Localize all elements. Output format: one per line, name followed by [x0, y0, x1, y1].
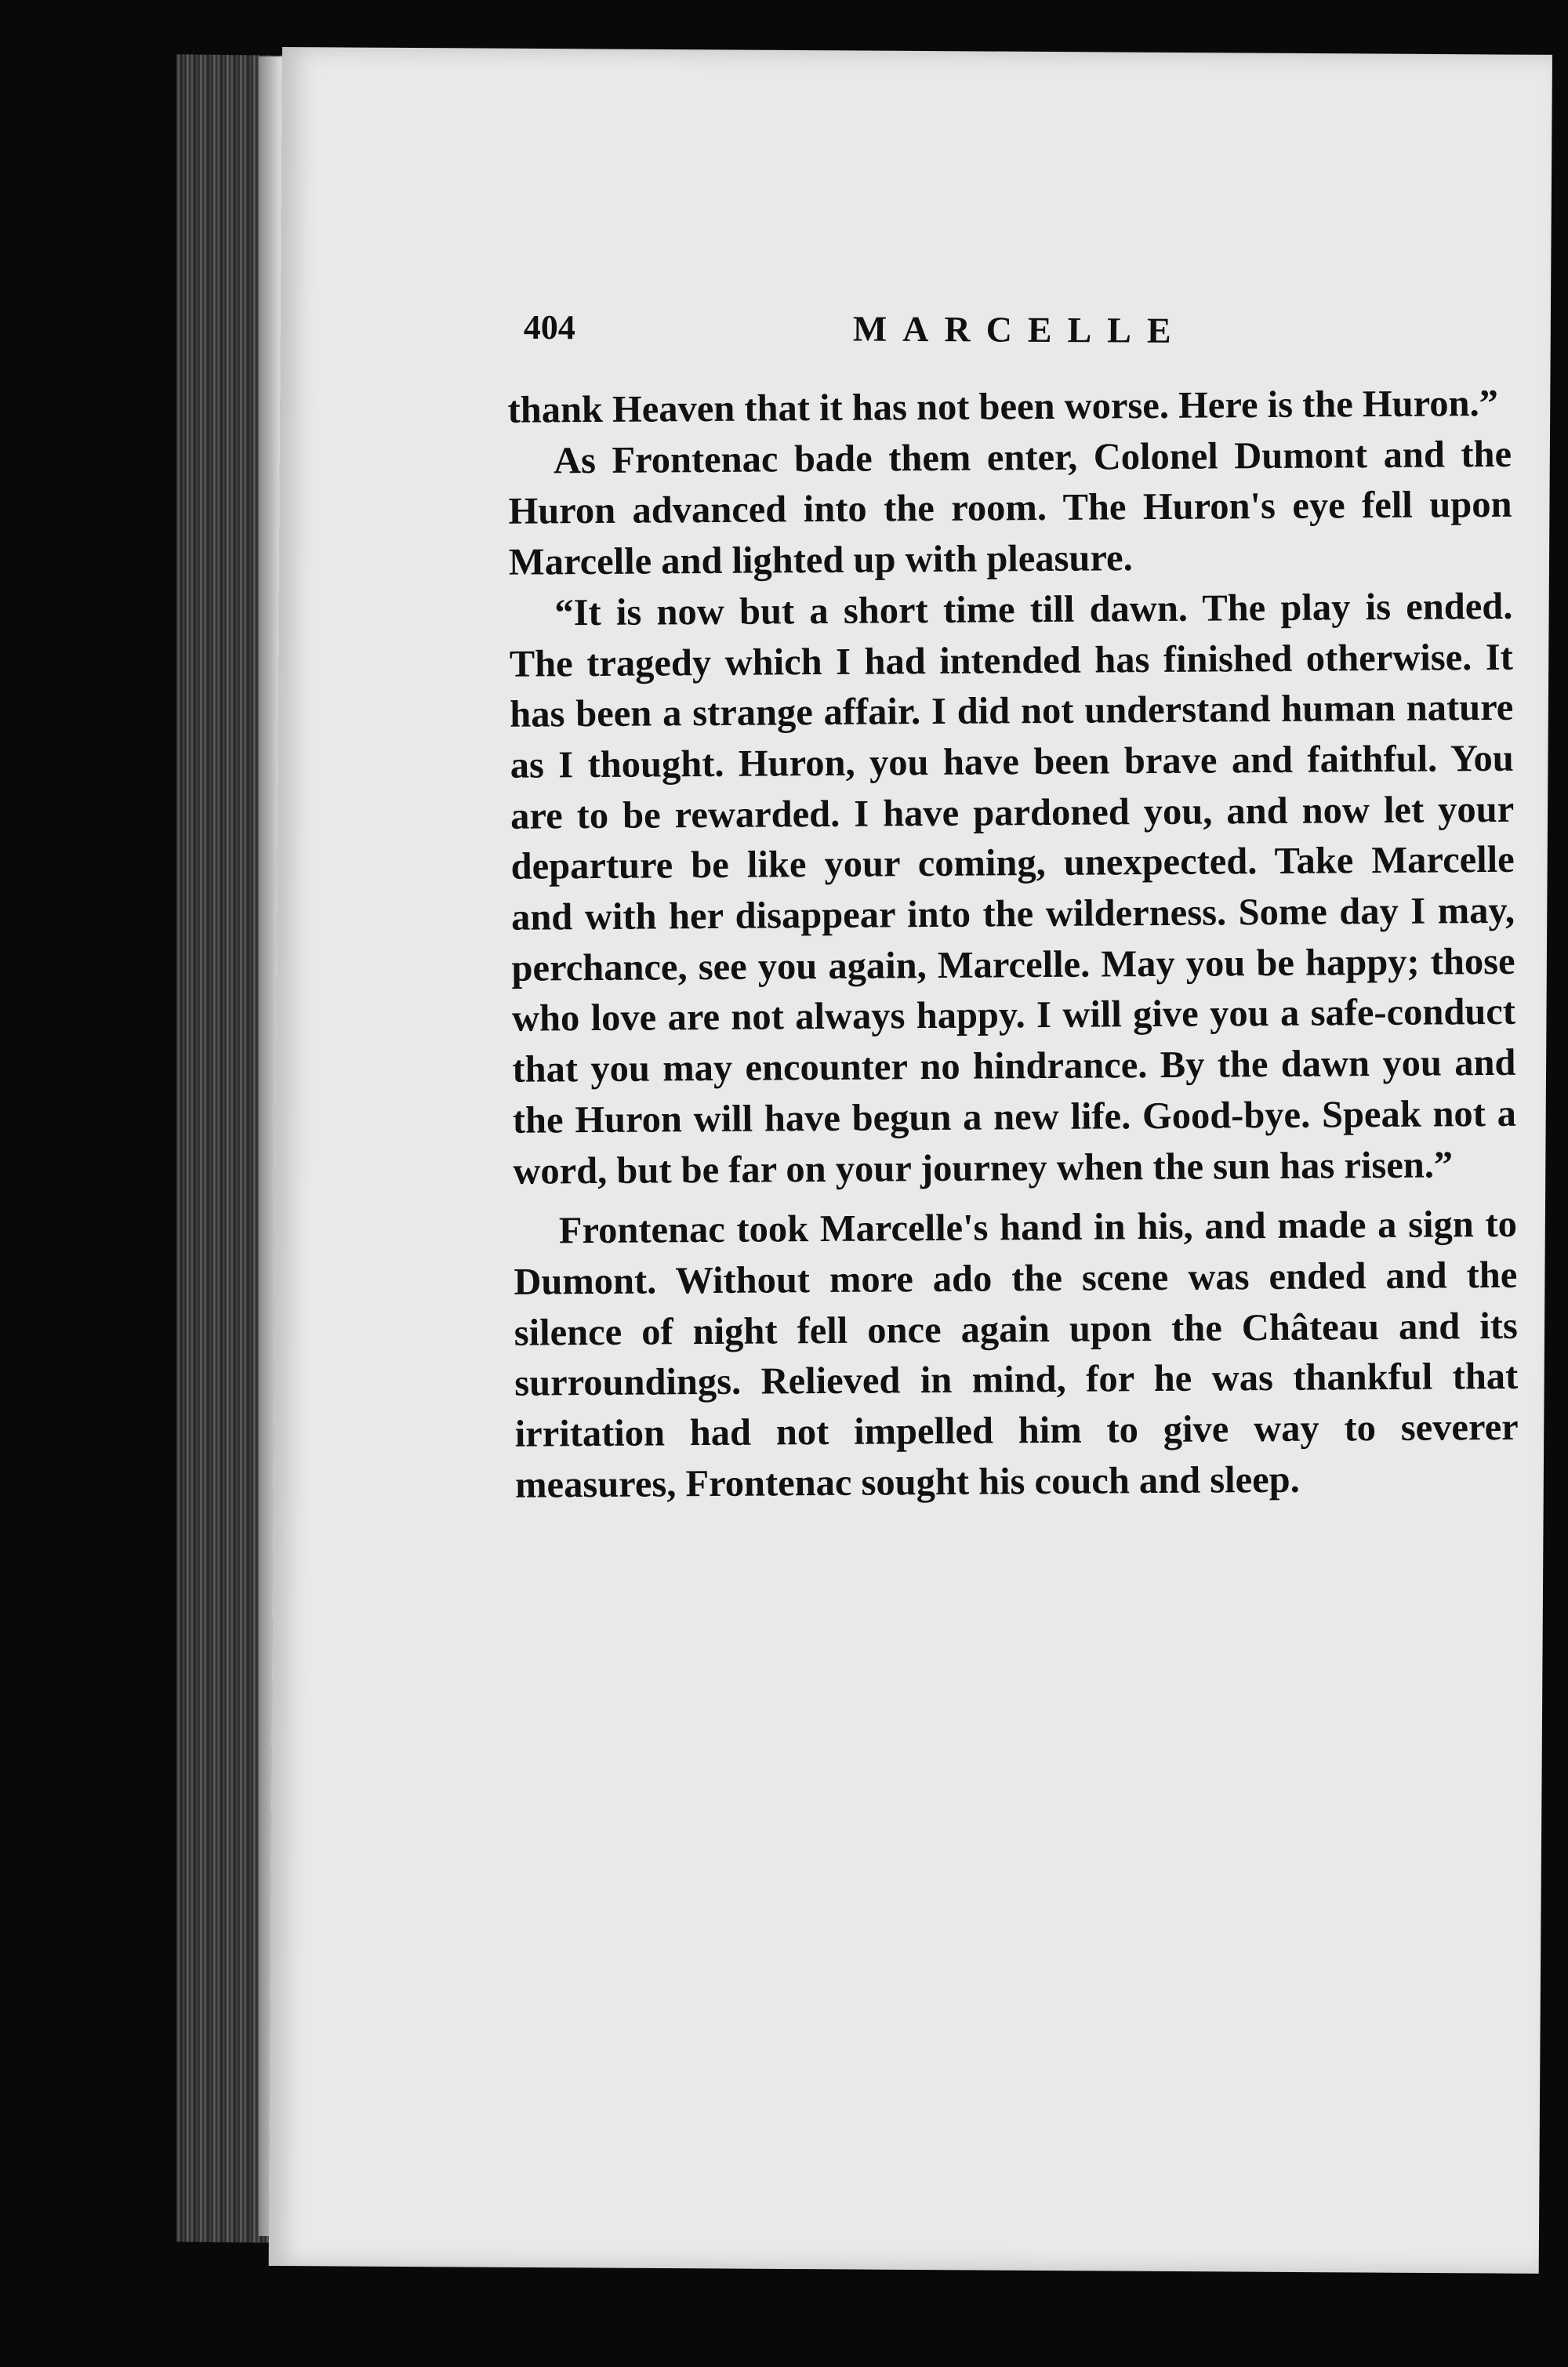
paragraph: As Frontenac bade them enter, Colonel Dumont and the Huron advanced into the room. The Huron's eye fell upon Marcelle and lighted up with pleasure.	[508, 433, 1512, 583]
running-title: MARCELLE	[852, 308, 1187, 351]
paragraph: thank Heaven that it has not been worse. Here is the Huron.”	[507, 382, 1499, 431]
page-header	[523, 284, 1527, 376]
page-body-text	[507, 379, 1519, 1511]
page-number: 404	[523, 307, 575, 347]
book-page	[269, 47, 1552, 2274]
paragraph: Frontenac took Marcelle's hand in his, and made a sign to Dumont. Without more ado the scene was ended and the silence of night fell once again upon the Château and its surroundings. Relieved in mind, for he was thankful that irritation had not impelled him to give way to severer measures, Frontenac sought his couch and sleep.	[514, 1203, 1519, 1506]
paragraph: “It is now but a short time till dawn. The play is ended. The tragedy which I had intended has finished otherwise. It has been a strange affair. I did not understand human nature as I thought. Huron, you have been brave and faithful. You are to be rewarded. I have pardoned you, and now let your departure be like your coming, unexpected. Take Marcelle and with her disappear into the wilderness. Some day I may, perchance, see you again, Marcelle. May you be happy; those who love are not always happy. I will give you a safe-conduct that you may encounter no hindrance. By the dawn you and the Huron will have begun a new life. Good-bye. Speak not a word, but be far on your journey when the sun has risen.”	[509, 585, 1517, 1193]
